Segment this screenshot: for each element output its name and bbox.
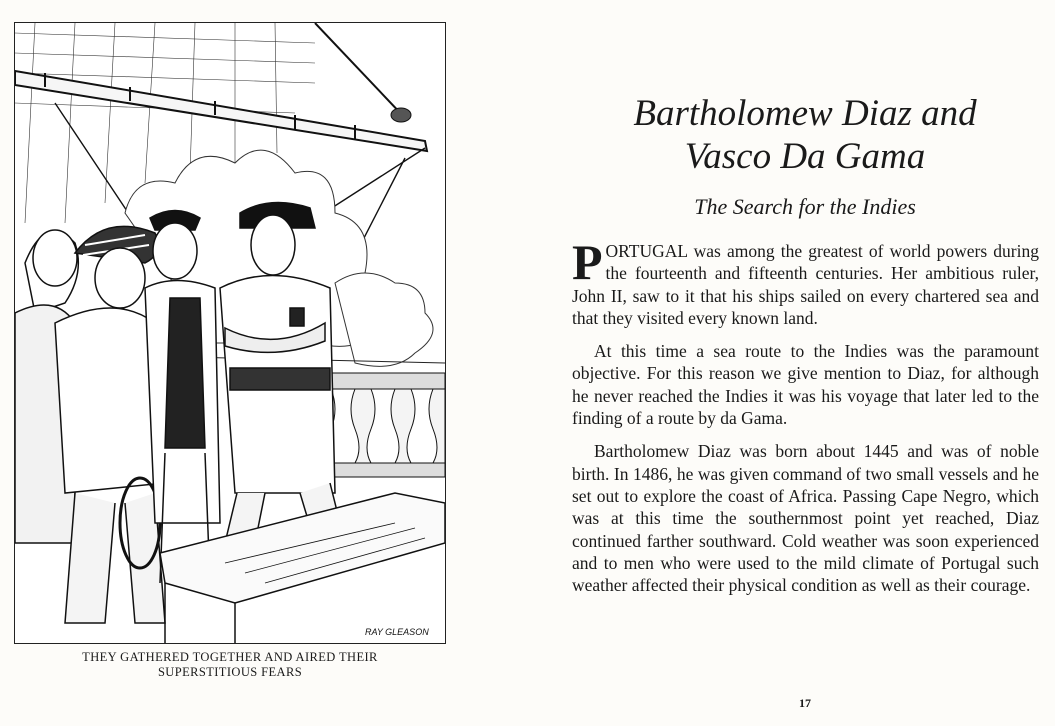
chapter-title xyxy=(560,92,1050,178)
page-number: 17 xyxy=(799,696,811,710)
sailors-illustration xyxy=(14,22,446,644)
paragraph-3: Bartholomew Diaz was born about 1445 and was of noble birth. In 1486, he was given command of two small vessels and he set out to explore the coast of Africa. Passing Cape Negro, which was at this time the southernmost point yet reached, Diaz continued farther southward. Cold weather was soon experienced and to men who were used to the mild climate of Portugal such weather affected their physical condition as well as their courage. xyxy=(572,441,1039,596)
paragraph-1 xyxy=(572,234,1039,329)
chapter-title-line-2: Vasco Da Gama xyxy=(684,136,926,177)
drop-cap: P xyxy=(572,234,603,290)
caption-line-1: THEY GATHERED TOGETHER AND AIRED THEIR xyxy=(82,650,378,664)
body-text xyxy=(572,234,1039,607)
paragraph-2: At this time a sea route to the Indies was the paramount objective. For this reason we give mention to Diaz, for although he never reached the Indies it was his voyage that later led to the finding of a route by da Gama. xyxy=(572,341,1039,429)
ship-yard xyxy=(15,23,427,151)
illustration-caption xyxy=(14,650,446,680)
chapter-title-line-1: Bartholomew Diaz and xyxy=(633,93,977,134)
illustration-drawing xyxy=(15,23,445,643)
paragraph-1-text: ORTUGAL was among the greatest of world powers during the fourteenth and fifteenth centuries. Her ambitious ruler, John II, saw to it that his ships sailed on every chartered sea and that they visited every known land. xyxy=(572,241,1039,328)
caption-line-2: SUPERSTITIOUS FEARS xyxy=(157,665,303,679)
right-page xyxy=(560,0,1040,726)
chapter-subtitle: The Search for the Indies xyxy=(694,194,916,219)
artist-signature: RAY GLEASON xyxy=(365,627,429,637)
